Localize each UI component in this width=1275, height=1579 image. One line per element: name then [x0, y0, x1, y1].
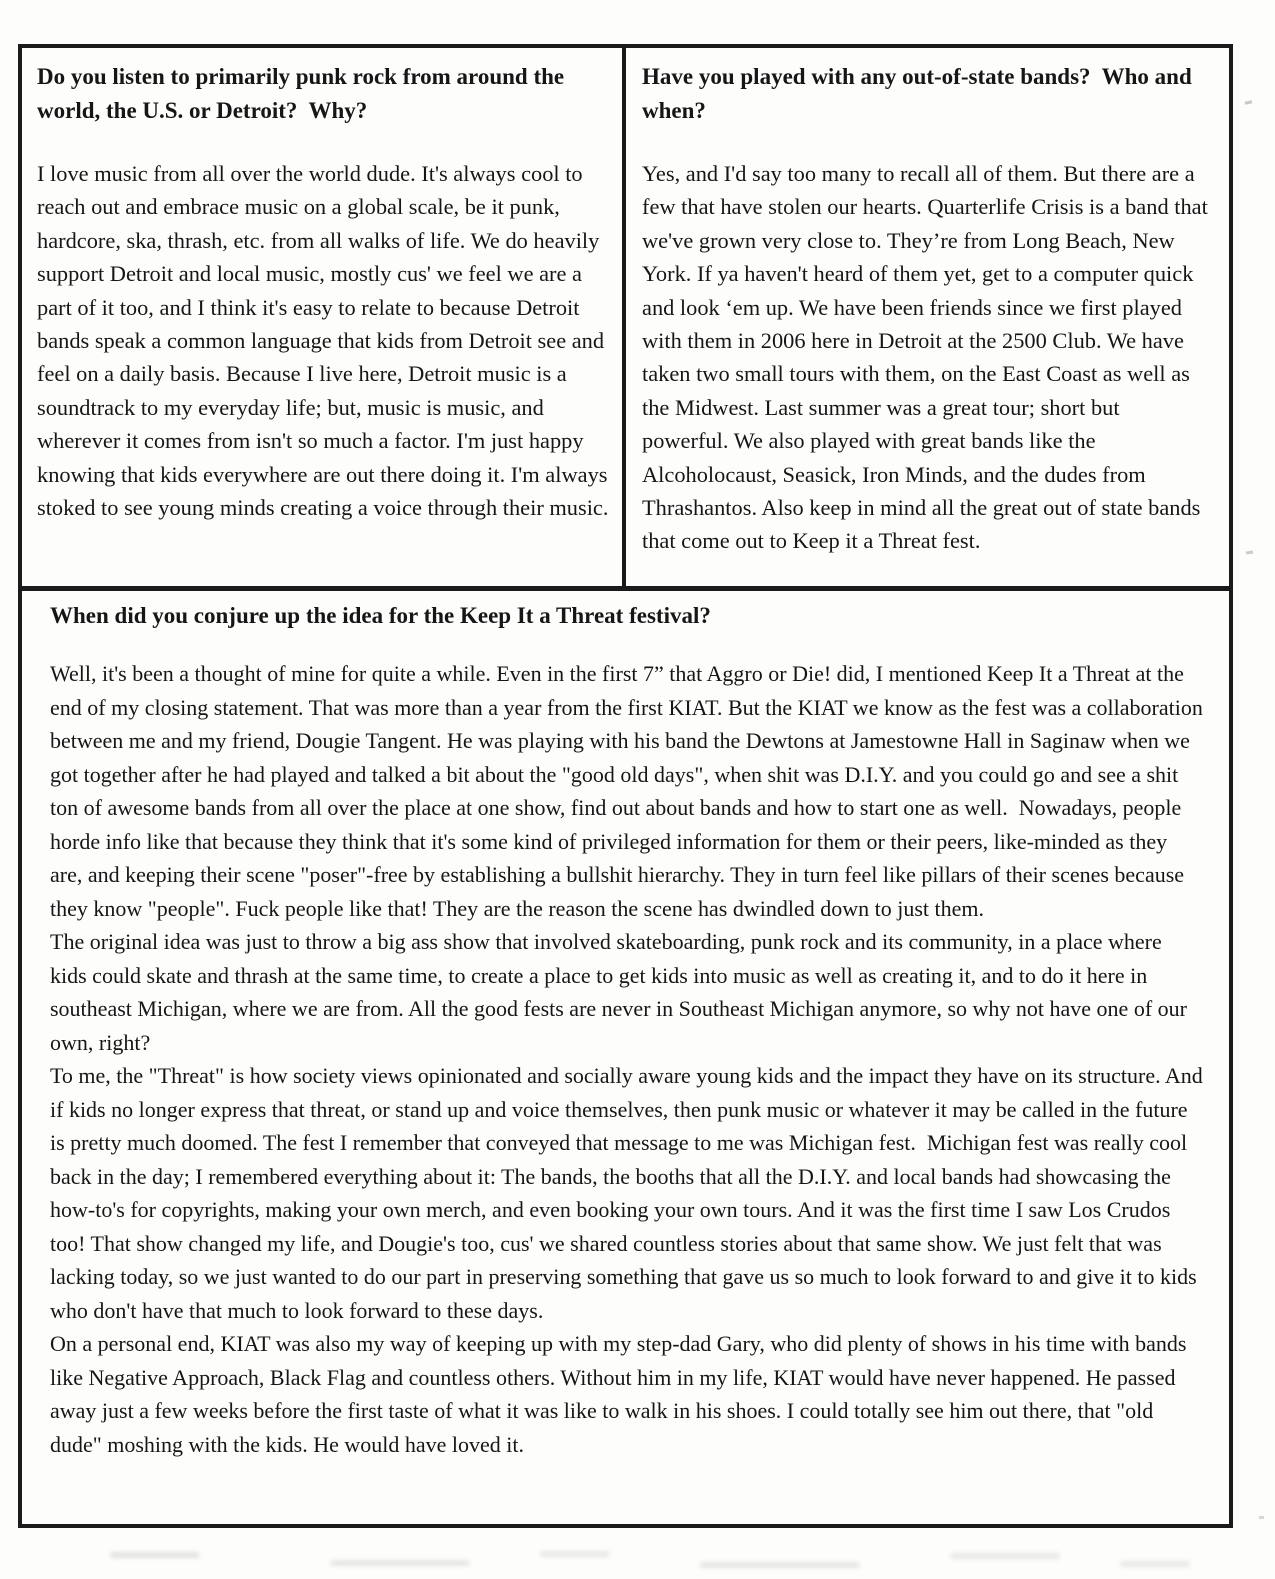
scan-artifact-smudge — [540, 1551, 610, 1557]
answer-paragraph-personal-end: On a personal end, KIAT was also my way of keeping up with my step-dad Gary, who did plenty of shows in his time with bands like Negative Approach, Black Flag and countless others. Without him in my life, KIAT would have never happened. He passed away just a few weeks before the first taste of what it was like to walk in his shoes. I could totally see him out there, that "old dude" moshing with the kids. He would have loved it. — [50, 1331, 1192, 1457]
answer-paragraph-threat-meaning: To me, the "Threat" is how society views opinionated and socially aware young kids and the impact they have on its structure. And if kids no longer express that threat, or stand up and voice themselves, then punk music or whatever it may be called in the future is pretty much doomed. The fest I remember that conveyed that message to me was Michigan fest. Michigan fest was really cool back in the day; I remembered everything about it: The bands, the booths that all the D.I.Y. and local bands had showcasing the how-to's for copyrights, making your own merch, and even booking your own tours. And it was the first time I saw Los Crudos too! That show changed my life, and Dougie's too, cus' we shared countless stories about that same show. We just felt that was lacking today, so we just wanted to do our part in preserving something that gave us so much to look forward to and give it to kids who don't have that much to look forward to these days. — [50, 1063, 1209, 1323]
answer-paragraph-original-idea: The original idea was just to throw a big ass show that involved skateboarding, punk rock and its community, in a place where kids could skate and thrash at the same time, to create a place to get kids into music as well as creating it, and to do it here in southeast Michigan, where we are from. All the good fests are never in Southeast Michigan anymore, so why not have one of our own, right? — [50, 929, 1193, 1055]
question-heading-out-of-state-bands: Have you played with any out-of-state bands? Who and when? — [642, 64, 1198, 123]
scan-artifact-smudge — [330, 1560, 470, 1566]
scan-artifact-tick — [1246, 551, 1253, 555]
question-block-out-of-state-bands — [626, 48, 1229, 586]
question-heading-listening-habits: Do you listen to primarily punk rock from around the world, the U.S. or Detroit? Why? — [37, 64, 570, 123]
scan-artifact-smudge — [700, 1562, 860, 1568]
question-heading-festival-idea: When did you conjure up the idea for the Keep It a Threat festival? — [50, 603, 711, 628]
question-block-festival-idea — [22, 591, 1229, 1461]
scan-artifact-smudge — [110, 1552, 200, 1558]
scan-artifact-smudge — [950, 1553, 1060, 1559]
scan-artifact-tick — [1259, 1516, 1264, 1519]
top-two-column-row — [22, 48, 1229, 591]
scan-artifact-smudge — [1120, 1561, 1190, 1567]
question-block-listening-habits — [22, 48, 626, 586]
answer-text-listening-habits: I love music from all over the world dude. It's always cool to reach out and embrace music on a global scale, be it punk, hardcore, ska, thrash, etc. from all walks of life. We do heavily support Detroit and local music, mostly cus' we feel we are a part of it too, and I think it's easy to relate to because Detroit bands speak a common language that kids from Detroit see and feel on a daily basis. Because I live here, Detroit music is a soundtrack to my everyday life; but, music is music, and wherever it comes from isn't so much a factor. I'm just happy knowing that kids everywhere are out there doing it. I'm always stoked to see young minds creating a voice through their music. — [37, 161, 614, 521]
scan-artifact-tick — [1245, 100, 1252, 104]
answer-text-out-of-state-bands: Yes, and I'd say too many to recall all of them. But there are a few that have stolen our hearts. Quarterlife Crisis is a band that we've grown very close to. They’re from Long Beach, New York. If ya haven't heard of them yet, get to a computer quick and look ‘em up. We have been friends since we first played with them in 2006 here in Detroit at the 2500 Club. We have taken two small tours with them, on the East Coast as well as the Midwest. Last summer was a great tour; short but powerful. We also played with great bands like the Alcoholocaust, Seasick, Iron Minds, and the dudes from Thrashantos. Also keep in mind all the great out of state bands that come out to Keep it a Threat fest. — [642, 161, 1214, 554]
answer-paragraph-festival-origin: Well, it's been a thought of mine for quite a while. Even in the first 7” that Aggro or Die! did, I mentioned Keep It a Threat at the end of my closing statement. That was more than a year from the first KIAT. But the KIAT we know as the fest was a collaboration between me and my friend, Dougie Tangent. He was playing with his band the Dewtons at Jamestowne Hall in Saginaw when we got together after he had played and talked a bit about the "good old days", when shit was D.I.Y. and you could go and see a shit ton of awesome bands from all over the place at one show, find out about bands and how to start one as well. Nowadays, people horde info like that because they think that it's some kind of privileged information for them or their peers, like-minded as they are, and keeping their scene "poser"-free by establishing a bullshit hierarchy. They in turn feel like pillars of their scenes because they know "people". Fuck people like that! They are the reason the scene has dwindled down to just them. — [50, 661, 1209, 921]
interview-frame — [18, 44, 1233, 1528]
